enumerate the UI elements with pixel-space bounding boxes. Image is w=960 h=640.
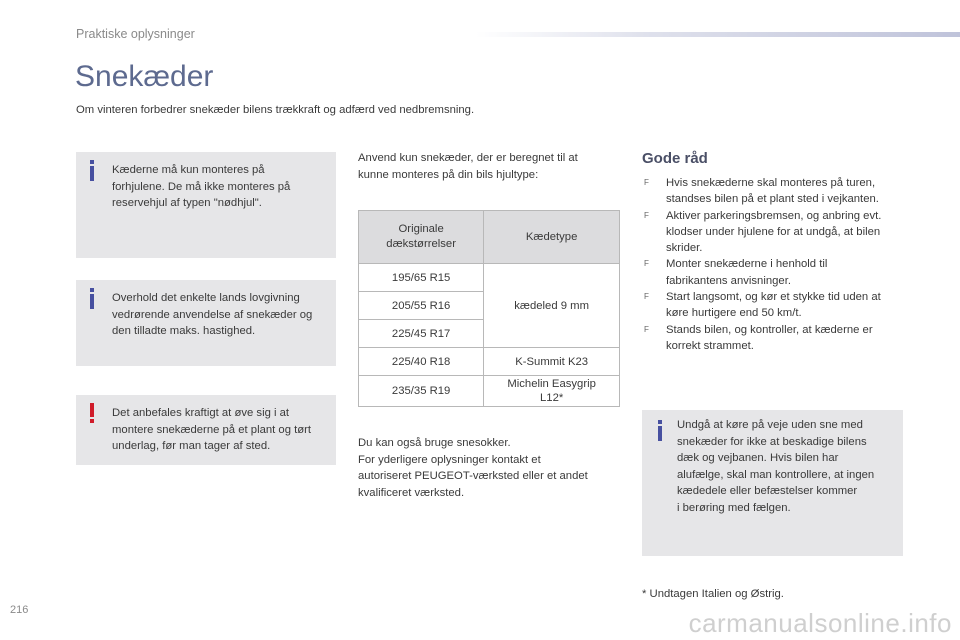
bullet-icon: F — [644, 178, 649, 187]
note-front-wheels — [76, 152, 336, 258]
list-item: F Stands bilen, og kontroller, at kæderne er korrekt strammet. — [644, 323, 873, 352]
tire-size-cell: 205/55 R16 — [359, 292, 484, 320]
page-number: 216 — [10, 604, 29, 616]
page-title: Snekæder — [75, 60, 214, 93]
note-line: Overhold det enkelte lands lovgivning — [112, 292, 300, 304]
header-bar — [476, 32, 960, 37]
list-item: F Aktiver parkeringsbremsen, og anbring evt. klodser under hjulene for at undgå, at bilen skrider. — [644, 209, 882, 255]
advice-list — [642, 175, 907, 354]
note-line: forhjulene. De må ikke monteres på — [112, 180, 291, 193]
chain-type-cell: Michelin Easygrip L12* — [484, 376, 620, 407]
watermark: carmanualsonline.info — [688, 608, 952, 638]
note-line: vedrørende anvendelse af snekæder og — [112, 308, 313, 321]
section-label: Praktiske oplysninger — [76, 27, 195, 41]
note-line: reservehjul af typen "nødhjul". — [112, 197, 262, 209]
table-outro: Du kan også bruge snesokker. For yderligere oplysninger kontakt et autoriseret PEUGEOT-værksted eller et andet kvalificeret værksted. — [358, 437, 588, 499]
note-line: Kæderne må kun monteres på — [112, 164, 265, 176]
chain-type-cell: kædeled 9 mm — [484, 264, 620, 348]
list-item: F Monter snekæderne i henhold til fabrikantens anvisninger. — [644, 258, 828, 287]
tire-size-cell: 225/40 R18 — [359, 348, 484, 376]
footnote: * Undtagen Italien og Østrig. — [642, 588, 784, 600]
bullet-icon: F — [644, 324, 649, 334]
note-line: den tilladte maks. hastighed. — [112, 325, 256, 337]
bullet-icon: F — [644, 259, 649, 269]
list-item: F Start langsomt, og kør et stykke tid uden at køre hurtigere end 50 km/t. — [644, 291, 881, 320]
note-line: Det anbefales kraftigt at øve sig i at — [112, 407, 290, 419]
tire-size-cell: 225/45 R17 — [359, 320, 484, 348]
intro-text: Om vinteren forbedrer snekæder bilens trækkraft og adfærd ved nedbremsning. — [76, 104, 475, 116]
note-road-damage: Undgå at køre på veje uden sne med snekæder for ikke at beskadige bilens dæk og vejbanen. Hvis bilen har alufælge, skal man kontrollere, at ingen kædedele eller befæstelser kommer i berøring med fælgen. — [642, 410, 903, 556]
info-icon — [88, 288, 96, 309]
tire-chain-table — [358, 210, 620, 407]
list-item: F Hvis snekæderne skal monteres på turen, standses bilen på et plant sted i vejkanten. — [644, 177, 879, 206]
header-tire-size: Originale dækstørrelser — [359, 211, 484, 264]
tire-size-cell: 235/35 R19 — [359, 376, 484, 407]
bullet-icon: F — [644, 210, 649, 220]
note-practice-warning — [76, 395, 336, 465]
bullet-icon: F — [644, 292, 649, 302]
note-legislation — [76, 280, 336, 366]
info-icon — [656, 420, 664, 441]
tire-size-cell: 195/65 R15 — [359, 264, 484, 292]
warning-icon — [88, 403, 96, 423]
note-line: underlag, før man tager af sted. — [112, 440, 271, 452]
info-icon — [88, 160, 96, 181]
header-chain-type: Kædetype — [484, 211, 620, 264]
advice-heading: Gode råd — [642, 150, 708, 167]
chain-type-cell: K-Summit K23 — [484, 348, 620, 376]
table-intro: Anvend kun snekæder, der er beregnet til at kunne monteres på din bils hjultype: — [358, 152, 578, 181]
note-line: montere snekæderne på et plant og tørt — [112, 423, 312, 436]
